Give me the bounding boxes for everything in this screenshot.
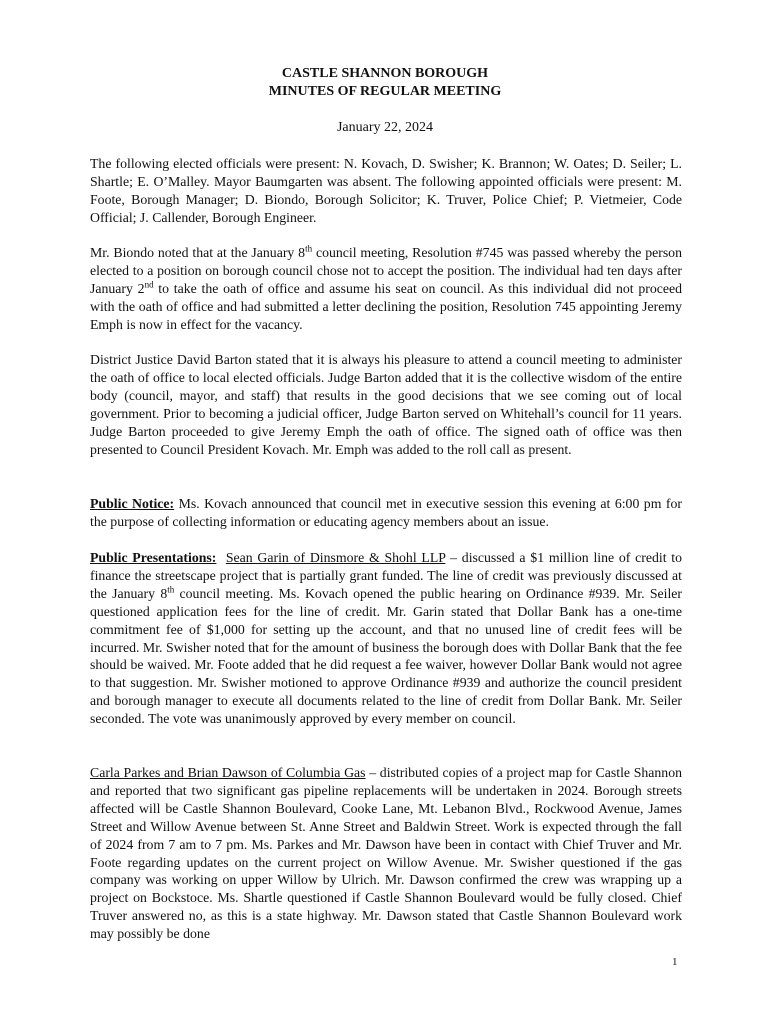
public-notice-text: Ms. Kovach announced that council met in executive session this evening at 6:00 pm for the purpose of collecting information or educating agency members about an issue. (90, 496, 682, 529)
public-presentations-paragraph (90, 549, 682, 728)
borough-name: CASTLE SHANNON BOROUGH (281, 66, 489, 81)
presenter-name: Carla Parkes and Brian Dawson of Columbia Gas (90, 765, 366, 780)
oath-paragraph: District Justice David Barton stated that it is always his pleasure to attend a council meeting to administer the oath of office to local elected officials. Judge Barton added that it is the collective wisdom of the entire body (council, mayor, and staff) that results in the good decisions that we see coming out of local government. Prior to becoming a judicial officer, Judge Barton served on Whitehall’s council for 11 years. Judge Barton proceeded to give Jeremy Emph the oath of office. The signed oath of office was then presented to Council President Kovach. Mr. Emph was added to the roll call as present. (90, 352, 682, 457)
minutes-heading: MINUTES OF REGULAR MEETING (268, 84, 502, 99)
page-number: 1 (672, 956, 678, 968)
meeting-date: January 22, 2024 (336, 120, 434, 135)
resolution-text-b: council meeting, Resolution #745 was passed whereby the person elected to a position on borough council chose not to accept the position. The individual had ten days after January 2 (90, 245, 682, 296)
ordinal-suffix: th (167, 584, 175, 595)
document-title (0, 65, 770, 101)
public-notice-label: Public Notice: (90, 496, 175, 511)
resolution-text-a: Mr. Biondo noted that at the January 8 (90, 245, 306, 260)
ordinal-suffix: nd (144, 279, 154, 290)
attendance-paragraph: The following elected officials were present: N. Kovach, D. Swisher; K. Brannon; W. Oates; D. Seiler; L. Shartle; E. O’Malley. Mayor Baumgarten was absent. The following appointed officials were present: M. Foote, Borough Manager; D. Biondo, Borough Solicitor; K. Truver, Police Chief; P. Vietmeier, Code Official; J. Callender, Borough Engineer. (90, 156, 682, 225)
columbia-gas-paragraph (90, 764, 682, 943)
resolution-text-c: to take the oath of office and assume his seat on council. As this individual did not proceed with the oath of office and had submitted a letter declining the position, Resolution 745 appointing Jeremy Emph is now in effect for the vacancy. (90, 280, 682, 332)
public-notice-paragraph (90, 495, 682, 531)
public-presentations-label: Public Presentations: (90, 550, 217, 565)
ordinal-suffix: th (305, 243, 313, 254)
presenter-name: Sean Garin of Dinsmore & Shohl LLP (225, 550, 446, 565)
presentation-text-a: – discussed a $1 million line of credit to finance the streetscape project that is partially grant funded. The line of credit was previously discussed at the January 8 (90, 550, 682, 601)
columbia-gas-text: – distributed copies of a project map for Castle Shannon and reported that two significant gas pipeline replacements will be undertaken in 2024. Borough streets affected will be Castle Shannon Boulevard, Cooke Lane, Mt. Lebanon Blvd., Rockwood Avenue, James Street and Willow Avenue between St. Anne Street and Baldwin Street. Work is expected through the fall of 2024 from 7 am to 7 pm. Ms. Parkes and Mr. Dawson have been in contact with Chief Truver and Mr. Foote regarding updates on the current project on Willow Avenue. Mr. Swisher questioned if the gas company was working on upper Willow by Ulrich. Mr. Dawson confirmed the crew was wrapping up a project on Bockstoce. Ms. Shartle questioned if Castle Shannon Boulevard would be fully closed. Chief Truver answered no, as this is a state highway. Mr. Dawson stated that Castle Shannon Boulevard work may possibly be done (90, 765, 682, 942)
presentation-text-b: council meeting. Ms. Kovach opened the public hearing on Ordinance #939. Mr. Seiler questioned application fees for the line of credit. Mr. Garin stated that Dollar Bank has a one-time commitment fee of $1,000 for setting up the account, and that no unused line of credit fees will be incurred. Mr. Swisher noted that for the amount of business the borough does with Dollar Bank that the fee should be waived. Mr. Foote added that he did request a fee waiver, however Dollar Bank would not agree to that suggestion. Mr. Swisher motioned to approve Ordinance #939 and authorize the council president and borough manager to execute all documents related to the line of credit from Dollar Bank. Mr. Seiler seconded. The vote was unanimously approved by every member on council. (90, 585, 682, 727)
resolution-paragraph (90, 244, 682, 334)
